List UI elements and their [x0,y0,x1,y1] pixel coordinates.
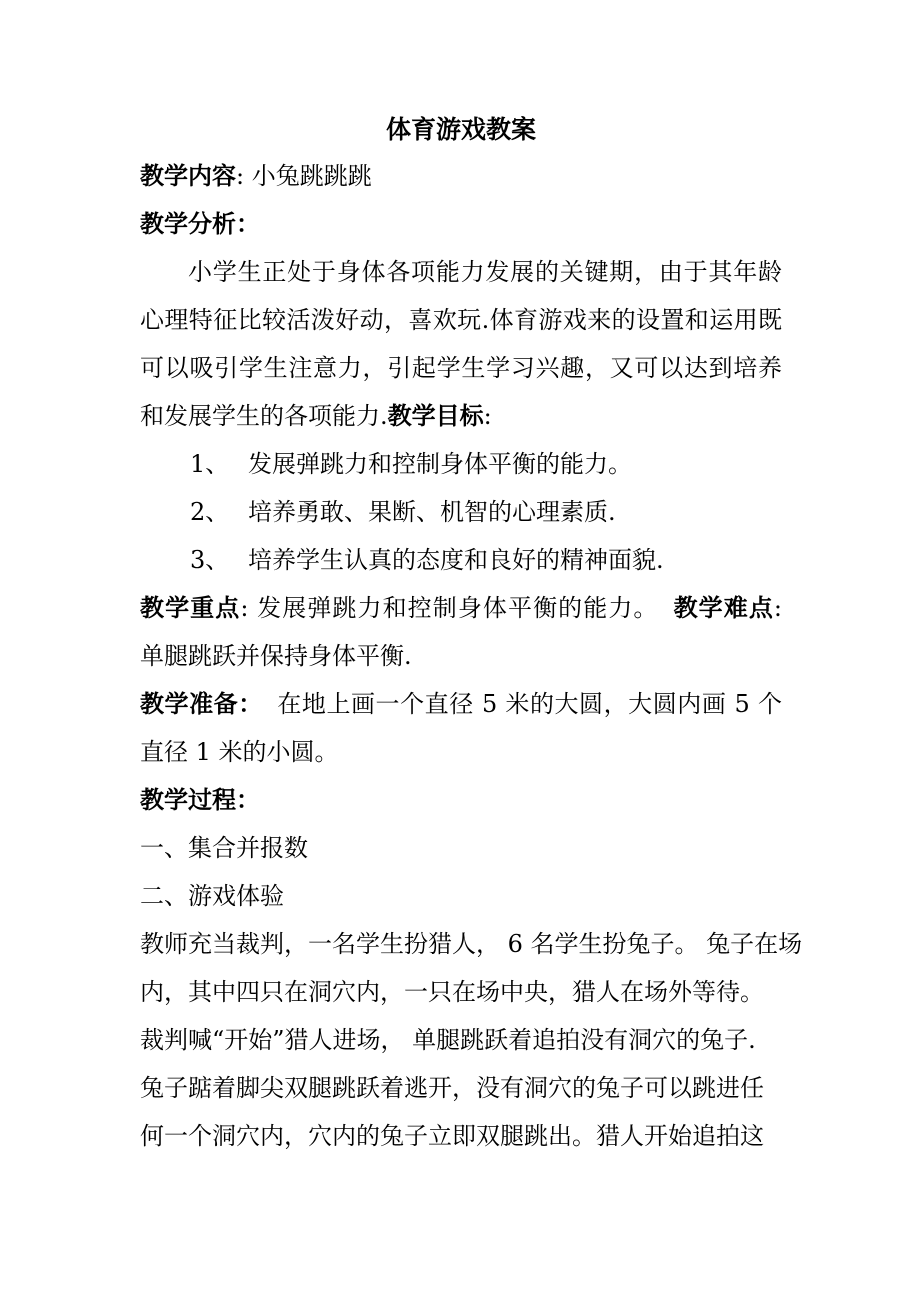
difficulty-label: 教学难点 [672,594,774,622]
process-step: 二、游戏体验 [140,882,284,910]
content-value: 小兔跳跳跳 [244,162,372,190]
goal-item [140,440,782,488]
key-points-separator: : [240,594,249,622]
goal-text: 培养勇敢、果断、机智的心理素质. [248,498,616,526]
analysis-heading [140,200,782,248]
analysis-text: 小学生正处于身体各项能力发展的关键期，由于其年龄心理特征比较活泼好动，喜欢玩.体育游戏来的设置和运用既可以吸引学生注意力，引起学生学习兴趣，又可以达到培养和发展学生的各项能力. [140,258,782,430]
difficulty-separator: : [773,594,783,622]
content-label: 教学内容 [140,162,236,190]
process-heading [140,776,782,824]
goal-text: 发展弹跳力和控制身体平衡的能力。 [248,450,632,478]
goals-separator: : [483,402,492,430]
process-text-line: 何一个洞穴内，穴内的兔子立即双腿跳出。猎人开始追拍这 [140,1122,764,1150]
content-separator: : [236,162,245,190]
preparation-paragraph [140,680,782,776]
key-points-value: 发展弹跳力和控制身体平衡的能力。 [248,594,659,622]
process-text-line: 兔子踮着脚尖双腿跳跃着逃开，没有洞穴的兔子可以跳进任 [140,1074,764,1102]
goal-item [140,536,782,584]
analysis-label: 教学分析： [140,210,260,238]
preparation-value: 在地上画一个直径 5 米的大圆，大圆内画 5 个直径 1 米的小圆。 [140,690,783,766]
goals-label: 教学目标 [387,402,484,430]
page-title: 体育游戏教案 [385,115,536,144]
goal-item [140,488,782,536]
process-label: 教学过程： [140,786,260,814]
key-points-label: 教学重点 [140,594,241,622]
process-text-line: 内，其中四只在洞穴内，一只在场中央，猎人在场外等待。 [140,978,764,1006]
content-line [140,152,782,200]
goal-number: 2、 [190,498,230,526]
preparation-label: 教学准备： [140,690,263,718]
difficulty-value: 单腿跳跃并保持身体平衡. [140,642,412,670]
process-text-line: 教师充当裁判，一名学生扮猎人， 6 名学生扮兔子。 兔子在场 [140,930,803,958]
goal-number: 1、 [190,450,230,478]
goal-number: 3、 [190,546,230,574]
analysis-paragraph [140,248,782,440]
process-text-line: 裁判喊“开始”猎人进场， 单腿跳跃着追拍没有洞穴的兔子. [140,1026,756,1054]
document-page [140,108,803,1160]
key-points-paragraph [140,584,782,680]
process-step: 一、集合并报数 [140,834,308,862]
goal-text: 培养学生认真的态度和良好的精神面貌. [248,546,664,574]
